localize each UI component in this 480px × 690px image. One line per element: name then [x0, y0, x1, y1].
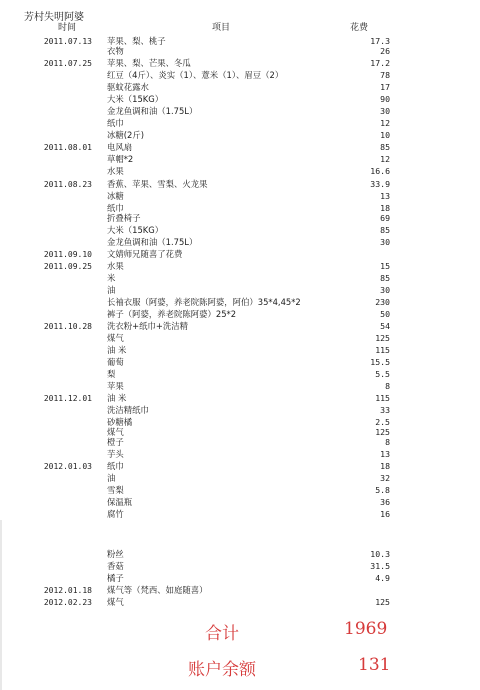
row-item: 葡萄: [107, 357, 124, 367]
row-date: 2011.07.13: [43, 37, 92, 46]
row-item: 煤气: [107, 597, 124, 607]
table-row: [0, 46, 400, 57]
row-item: 米: [107, 273, 116, 283]
row-item: 油: [107, 285, 116, 295]
row-amount: 13: [380, 191, 390, 201]
row-item: 粉丝: [107, 549, 124, 559]
row-amount: 115: [375, 345, 390, 355]
row-amount: 36: [380, 497, 390, 507]
table-row: [0, 179, 400, 190]
row-amount: 4.9: [375, 573, 390, 583]
row-amount: 2.5: [375, 417, 390, 427]
row-item: 水果: [107, 166, 124, 176]
row-amount: 17.3: [370, 36, 390, 46]
row-item: 油 米: [107, 393, 127, 403]
row-item: 油 米: [107, 345, 127, 355]
table-row: [0, 549, 400, 560]
table-row: [0, 249, 400, 260]
table-row: [0, 166, 400, 177]
table-row: [0, 261, 400, 272]
scan-edge-divider: [0, 520, 2, 690]
row-item: 苹果: [107, 381, 124, 391]
row-amount: 125: [375, 333, 390, 343]
row-date: 2011.12.01: [43, 394, 92, 403]
row-amount: 12: [380, 118, 390, 128]
row-amount: 54: [380, 321, 390, 331]
row-item: 苹果、梨、桃子: [107, 36, 166, 46]
row-amount: 33.9: [370, 179, 390, 189]
row-item: 纸巾: [107, 203, 124, 213]
table-row: [0, 381, 400, 392]
row-amount: 18: [380, 461, 390, 471]
table-row: [0, 357, 400, 368]
table-row: [0, 321, 400, 332]
table-row: [0, 369, 400, 380]
row-item: 洗洁精纸巾: [107, 405, 149, 415]
header-amount: 花费: [350, 23, 369, 33]
row-amount: 50: [380, 309, 390, 319]
row-item: 冰糖: [107, 191, 124, 201]
row-date: 2011.09.10: [43, 250, 92, 259]
row-amount: 32: [380, 473, 390, 483]
page-title: 芳村失明阿婆: [24, 12, 84, 23]
header-item: 项目: [212, 23, 231, 33]
table-row: [0, 573, 400, 584]
row-amount: 30: [380, 285, 390, 295]
row-item: 长袖衣服（阿婆，养老院陈阿婆，阿伯）35*4,45*2: [107, 297, 301, 307]
row-item: 纸巾: [107, 461, 124, 471]
row-item: 金龙鱼调和油（1.75L）: [107, 106, 198, 116]
table-row: [0, 297, 400, 308]
table-row: [0, 561, 400, 572]
row-item: 水果: [107, 261, 124, 271]
row-amount: 30: [380, 237, 390, 247]
row-amount: 85: [380, 142, 390, 152]
row-amount: 8: [385, 381, 390, 391]
table-row: [0, 497, 400, 508]
row-amount: 115: [375, 393, 390, 403]
row-item: 文婧师兄随喜了花费: [107, 249, 183, 259]
row-item: 梨: [107, 369, 116, 379]
table-row: [0, 509, 400, 520]
row-amount: 5.5: [375, 369, 390, 379]
row-item: 草帽*2: [107, 154, 134, 164]
total-value: 1969: [344, 619, 388, 639]
row-item: 大米（15KG）: [107, 94, 164, 104]
row-amount: 16.6: [370, 166, 390, 176]
row-item: 砂糖橘: [107, 417, 133, 427]
table-row: [0, 70, 400, 81]
row-amount: 10: [380, 130, 390, 140]
table-row: [0, 345, 400, 356]
row-item: 裤子（阿婆，养老院陈阿婆）25*2: [107, 309, 237, 319]
row-amount: 85: [380, 273, 390, 283]
row-item: 折叠椅子: [107, 213, 141, 223]
row-amount: 10.3: [370, 549, 390, 559]
row-amount: 8: [385, 437, 390, 447]
balance-label: 账户余额: [188, 660, 256, 680]
row-date: 2012.01.03: [43, 462, 92, 471]
table-row: [0, 585, 400, 596]
table-row: [0, 94, 400, 105]
table-row: [0, 58, 400, 69]
table-row: [0, 461, 400, 472]
row-item: 橙子: [107, 437, 124, 447]
table-row: [0, 449, 400, 460]
balance-value: 131: [358, 655, 391, 675]
row-amount: 230: [375, 297, 390, 307]
table-row: [0, 285, 400, 296]
row-item: 驱蚊花露水: [107, 82, 149, 92]
total-label: 合计: [205, 624, 239, 644]
row-amount: 33: [380, 405, 390, 415]
table-row: [0, 393, 400, 404]
row-item: 橘子: [107, 573, 124, 583]
table-row: [0, 154, 400, 165]
table-row: [0, 473, 400, 484]
table-row: [0, 142, 400, 153]
row-item: 香蕉、苹果、雪梨、火龙果: [107, 179, 208, 189]
row-item: 腐竹: [107, 509, 124, 519]
row-date: 2011.07.25: [43, 59, 92, 68]
row-amount: 5.8: [375, 485, 390, 495]
row-item: 金龙鱼调和油（1.75L）: [107, 237, 198, 247]
table-row: [0, 405, 400, 416]
row-amount: 69: [380, 213, 390, 223]
row-item: 煤气等（梵西、如庭随喜）: [107, 585, 208, 595]
row-date: 2011.10.28: [43, 322, 92, 331]
row-item: 红豆（4斤）、炎实（1）、薏米（1）、眉豆（2）: [107, 70, 284, 80]
row-date: 2011.09.25: [43, 262, 92, 271]
table-row: [0, 118, 400, 129]
row-item: 冰糖(2斤): [107, 130, 144, 140]
row-item: 电风扇: [107, 142, 133, 152]
row-amount: 13: [380, 449, 390, 459]
row-amount: 12: [380, 154, 390, 164]
row-amount: 15: [380, 261, 390, 271]
row-item: 纸巾: [107, 118, 124, 128]
row-item: 苹果、梨、芒果、冬瓜: [107, 58, 191, 68]
row-item: 油: [107, 473, 116, 483]
table-row: [0, 437, 400, 448]
row-date: 2011.08.23: [43, 180, 92, 189]
row-date: 2012.01.18: [43, 586, 92, 595]
table-row: [0, 82, 400, 93]
row-amount: 125: [375, 597, 390, 607]
table-row: [0, 237, 400, 248]
row-amount: 85: [380, 225, 390, 235]
row-amount: 31.5: [370, 561, 390, 571]
row-item: 衣物: [107, 46, 124, 56]
row-item: 保温瓶: [107, 497, 133, 507]
header-date: 时间: [58, 23, 77, 33]
row-item: 洗衣粉+纸巾+洗洁精: [107, 321, 189, 331]
row-amount: 15.5: [370, 357, 390, 367]
table-row: [0, 333, 400, 344]
row-date: 2011.08.01: [43, 143, 92, 152]
table-row: [0, 106, 400, 117]
row-item: 大米（15KG）: [107, 225, 164, 235]
row-item: 雪梨: [107, 485, 124, 495]
row-item: 煤气: [107, 427, 124, 437]
table-row: [0, 225, 400, 236]
row-amount: 125: [375, 427, 390, 437]
row-amount: 17: [380, 82, 390, 92]
table-row: [0, 191, 400, 202]
row-amount: 90: [380, 94, 390, 104]
table-row: [0, 597, 400, 608]
table-row: [0, 213, 400, 224]
table-row: [0, 309, 400, 320]
row-amount: 30: [380, 106, 390, 116]
row-item: 煤气: [107, 333, 124, 343]
row-date: 2012.02.23: [43, 598, 92, 607]
row-item: 芋头: [107, 449, 124, 459]
table-row: [0, 130, 400, 141]
table-row: [0, 485, 400, 496]
row-amount: 17.2: [370, 58, 390, 68]
row-amount: 26: [380, 46, 390, 56]
row-amount: 78: [380, 70, 390, 80]
row-amount: 18: [380, 203, 390, 213]
row-amount: 16: [380, 509, 390, 519]
table-row: [0, 273, 400, 284]
row-item: 香菇: [107, 561, 124, 571]
